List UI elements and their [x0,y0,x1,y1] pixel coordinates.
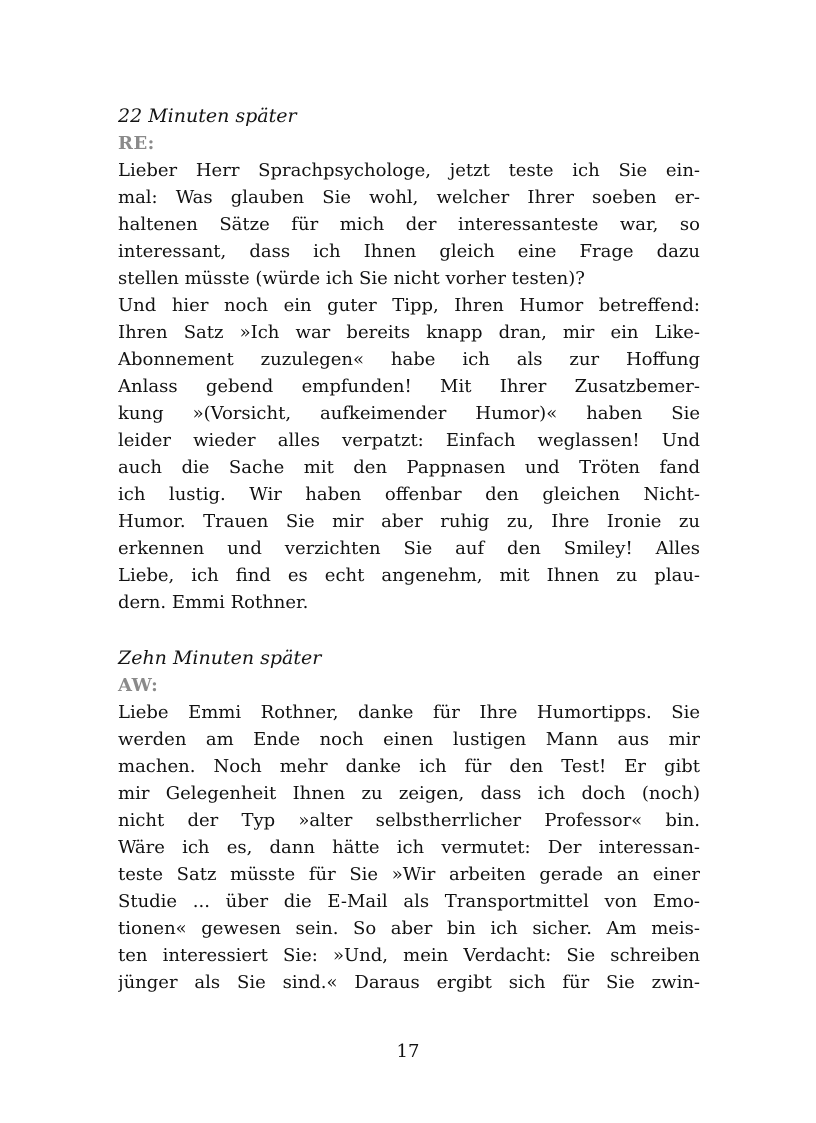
text-line: kung »(Vorsicht, aufkeimender Humor)« haben Sie [118,403,700,424]
text-line: Abonnement zuzulegen« habe ich als zur Hoffung [118,349,700,370]
text-line: ich lustig. Wir haben offenbar den gleichen Nicht- [118,484,700,505]
text-line: tionen« gewesen sein. So aber bin ich sicher. Am meis- [118,918,700,939]
text-line: machen. Noch mehr danke ich für den Test! Er gibt [118,756,700,777]
text-line: haltenen Sätze für mich der interessanteste war, so [118,214,700,235]
text-line: Liebe, ich find es echt angenehm, mit Ihnen zu plau- [118,565,700,586]
text-line: Studie ... über die E-Mail als Transportmittel von Emo- [118,891,700,912]
text-line: erkennen und verzichten Sie auf den Smiley! Alles [118,538,700,559]
sender-label: AW: [118,675,159,696]
text-line: Humor. Trauen Sie mir aber ruhig zu, Ihre Ironie zu [118,511,700,532]
section-heading: 22 Minuten später [118,105,297,127]
text-line: Liebe Emmi Rothner, danke für Ihre Humortipps. Sie [118,702,700,723]
text-line: mal: Was glauben Sie wohl, welcher Ihrer soeben er- [118,187,700,208]
text-line: stellen müsste (würde ich Sie nicht vorher testen)? [118,268,585,289]
text-line: leider wieder alles verpatzt: Einfach weglassen! Und [118,430,700,451]
sender-label: RE: [118,133,155,154]
text-line: dern. Emmi Rothner. [118,592,309,613]
text-line: teste Satz müsste für Sie »Wir arbeiten gerade an einer [118,864,700,885]
text-line: Ihren Satz »Ich war bereits knapp dran, mir ein Like- [118,322,700,343]
section-heading: Zehn Minuten später [118,647,322,669]
text-line: auch die Sache mit den Pappnasen und Tröten fand [118,457,700,478]
text-line: nicht der Typ »alter selbstherrlicher Professor« bin. [118,810,700,831]
text-line: jünger als Sie sind.« Daraus ergibt sich für Sie zwin- [118,972,700,993]
text-line: werden am Ende noch einen lustigen Mann aus mir [118,729,700,750]
page-number: 17 [396,1041,420,1062]
text-line: mir Gelegenheit Ihnen zu zeigen, dass ich doch (noch) [118,783,700,804]
text-line: interessant, dass ich Ihnen gleich eine Frage dazu [118,241,700,262]
text-line: Und hier noch ein guter Tipp, Ihren Humor betreffend: [118,295,700,316]
text-line: ten interessiert Sie: »Und, mein Verdacht: Sie schreiben [118,945,700,966]
page-body [118,103,700,996]
email-section-2 [118,645,700,996]
text-line: Lieber Herr Sprachpsychologe, jetzt teste ich Sie ein- [118,160,700,181]
text-line: Anlass gebend empfunden! Mit Ihrer Zusatzbemer- [118,376,700,397]
text-line: Wäre ich es, dann hätte ich vermutet: Der interessan- [118,837,700,858]
email-section-1 [118,103,700,616]
